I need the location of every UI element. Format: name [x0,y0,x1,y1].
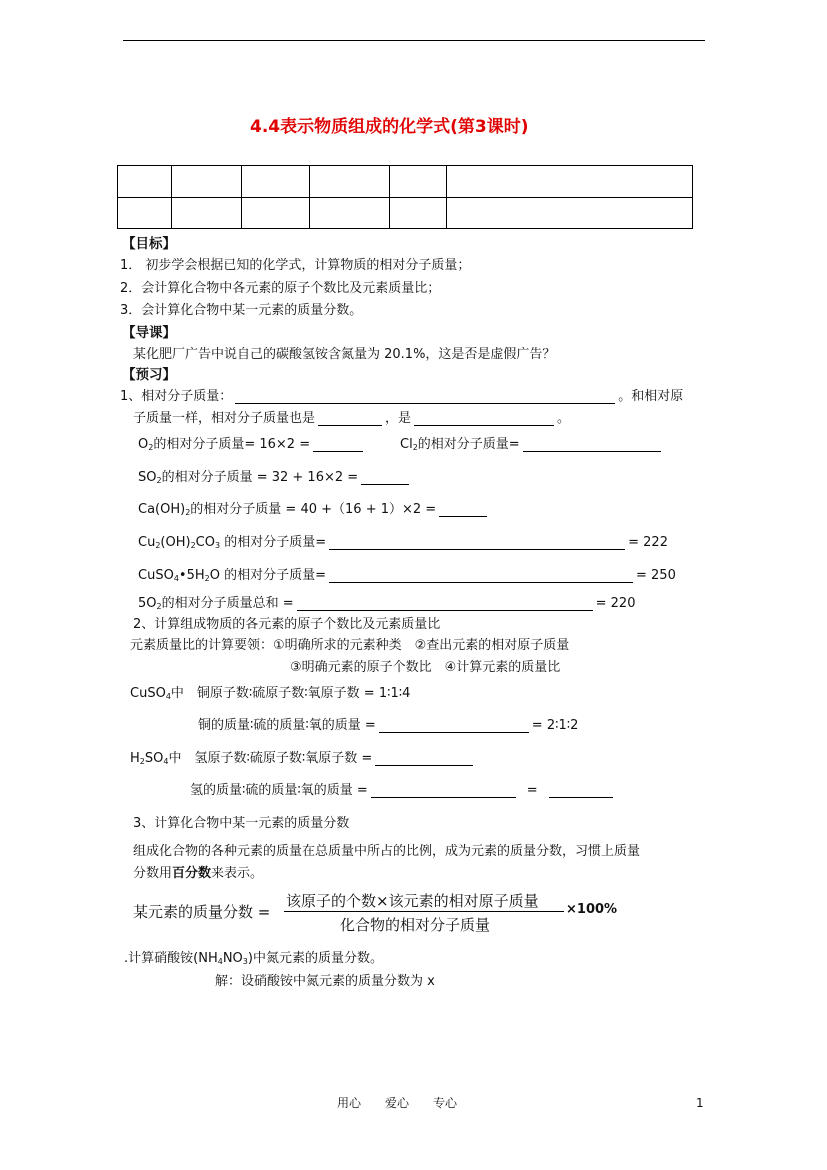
answer-blank[interactable] [235,389,615,404]
top-rule [123,40,705,41]
formula-label: 的相对分子质量= [224,568,326,583]
ratio-text: 中 氢原子数∶硫原子数∶氧原子数 = [168,751,373,766]
section-1-line-1 [120,385,683,404]
formula-nh4no3: $NH_4NO_3$ [198,951,248,966]
cu2oh2co3-line [138,531,668,550]
formula-result: = 250 [636,568,676,583]
preview-heading: 【预习】 [122,367,176,383]
page-number: 1 [696,1096,704,1110]
answer-blank[interactable] [361,470,409,485]
formula-label: 的相对分子质量= 16×2 = [153,437,311,452]
ratio-text: 中 铜原子数∶硫原子数∶氧原子数 = 1∶1∶4 [170,686,411,701]
formula-label: 的相对分子质量= [417,437,520,452]
section-3-text-1: 组成化合物的各种元素的质量在总质量中所占的比例，成为元素的质量分数，习惯上质量 [133,844,641,859]
so2-line [138,466,412,485]
answer-blank[interactable] [375,751,473,766]
section-1-prefix: 1、相对分子质量： [120,389,233,404]
cuso4-line [138,564,676,583]
exercise-text: )中氮元素的质量分数。 [247,951,383,966]
table-row [118,166,693,198]
table-cell [118,197,172,229]
h2so4-atom-ratio-line [130,747,476,766]
formula-caoh2: $Ca(OH)_2$ [138,502,191,517]
goal-item: 3．会计算化合物中某一元素的质量分数。 [120,303,363,318]
formula-label: 的相对分子质量 = 32 + 16×2 = [161,470,359,485]
section-3-text: 分数用 [133,866,173,881]
o2-line [138,433,366,452]
cuso4-mass-ratio-line [198,714,578,733]
table-cell [242,166,310,198]
ratio-result: = 2∶1∶2 [531,718,579,733]
ratio-text: 氢的质量∶硫的质量∶氧的质量 = [190,783,368,798]
answer-blank[interactable] [439,502,487,517]
h2so4-mass-ratio-line [190,779,616,798]
section-1-text: 。 [557,411,571,426]
table-cell [310,166,390,198]
formula-cuso4-5h2o: $CuSO_4•5H_2O$ [138,568,220,583]
table-cell [310,197,390,229]
page-title: 4.4表示物质组成的化学式(第3课时) [250,117,529,137]
section-3-text-2 [133,862,263,881]
formula-5o2: $5O_2$ [138,596,162,611]
goals-heading: 【目标】 [122,236,176,252]
formula-denominator: 化合物的相对分子质量 [340,916,491,934]
formula-lhs: 某元素的质量分数 = [133,903,271,921]
section-1-suffix: 。和相对原 [618,389,684,404]
formula-h2so4: $H_2SO_4$ [130,751,169,766]
intro-text: 某化肥厂广告中说自己的碳酸氢铵含氮量为 20.1%，这是否是虚假广告？ [133,347,556,362]
answer-blank[interactable] [379,718,529,733]
section-3-text: 来表示。 [211,866,264,881]
5o2-line [138,592,635,611]
header-table [117,165,693,229]
exercise-line [124,947,383,966]
answer-blank[interactable] [523,437,661,452]
section-1-line-2 [133,407,570,426]
answer-blank[interactable] [297,596,593,611]
table-cell [118,166,172,198]
formula-cu2oh2co3: $Cu_2(OH)_2CO_3$ [138,535,221,550]
answer-blank[interactable] [329,535,625,550]
answer-blank[interactable] [371,783,516,798]
table-cell [390,197,447,229]
section-1-text: ，是 [385,411,412,426]
table-row [118,197,693,229]
caoh2-line [138,498,490,517]
ratio-text: 铜的质量∶硫的质量∶氧的质量 = [198,718,376,733]
section-2-requirements: 元素质量比的计算要领：①明确所求的元素种类 ②查出元素的相对原子质量 [130,638,570,653]
section-3-title: 3、计算化合物中某一元素的质量分数 [133,816,350,831]
formula-label: 的相对分子质量= [224,535,327,550]
goal-item: 1． 初步学会根据已知的化学式，计算物质的相对分子质量； [120,258,471,273]
formula-so2: $SO_2$ [138,470,162,485]
table-cell [447,197,693,229]
formula-numerator: 该原子的个数×该元素的相对原子质量 [286,892,539,910]
table-cell [172,166,242,198]
section-3-bold-text: 百分数 [172,866,212,881]
answer-blank[interactable] [329,568,633,583]
answer-blank[interactable] [549,783,613,798]
table-cell [390,166,447,198]
table-cell [242,197,310,229]
answer-blank[interactable] [318,411,382,426]
section-1-text: 子质量一样，相对分子质量也是 [133,411,316,426]
cl2-line [400,433,664,452]
solution-line: 解：设硝酸铵中氮元素的质量分数为 x [215,974,435,989]
formula-o2: $O_2$ [138,437,154,452]
goal-item: 2．会计算化合物中各元素的原子个数比及元素质量比； [120,281,441,296]
footer-slogan: 用心 爱心 专心 [337,1096,458,1110]
answer-blank[interactable] [414,411,554,426]
intro-heading: 【导课】 [122,325,176,341]
formula-result: = 222 [628,535,668,550]
section-2-title: 2、计算组成物质的各元素的原子个数比及元素质量比 [133,617,441,632]
formula-cuso4: CuSO$_4$ [130,686,171,701]
formula-label: 的相对分子质量总和 = [161,596,294,611]
section-2-requirements-2: ③明确元素的原子个数比 ④计算元素的质量比 [290,660,561,675]
cuso4-atom-ratio-line [130,682,410,701]
formula-tail: ×100% [566,902,618,917]
exercise-text: .计算硝酸铵( [124,951,199,966]
formula-cl2: $Cl_2$ [400,437,418,452]
ratio-text: = [526,783,538,798]
formula-result: = 220 [595,596,636,611]
fraction-bar [284,911,564,912]
answer-blank[interactable] [313,437,363,452]
table-cell [172,197,242,229]
table-cell [447,166,693,198]
formula-label: 的相对分子质量 = 40 +（16 + 1）×2 = [190,502,437,517]
